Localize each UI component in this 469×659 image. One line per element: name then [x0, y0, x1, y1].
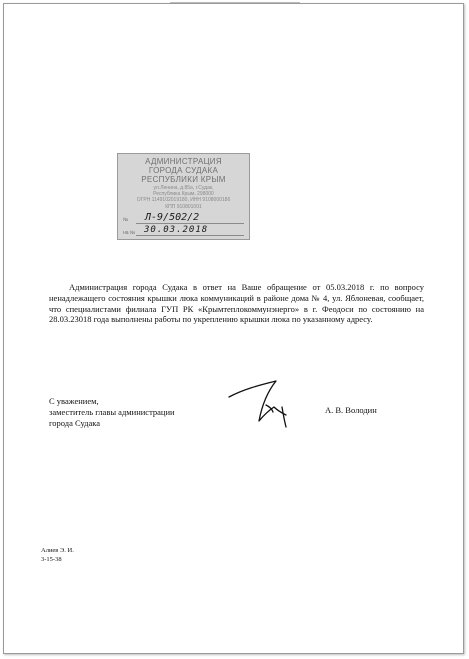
letter-closing [49, 396, 175, 429]
stamp-reg-number: Л-9/502/2 [145, 212, 200, 223]
stamp-date-label: на № [123, 230, 136, 236]
stamp-address: ул.Ленина, д.85а, г.Судак, [153, 185, 214, 191]
executor-phone: 3-15-38 [41, 556, 62, 563]
signer-name: А. В. Володин [325, 405, 377, 415]
stamp-line-2: ГОРОДА СУДАКА [148, 166, 219, 175]
closing-organization: города Судака [49, 418, 101, 428]
registration-stamp [117, 153, 250, 240]
stamp-reg-field [136, 223, 244, 224]
closing-greeting: С уважением, [49, 396, 99, 406]
scan-mark [170, 2, 300, 3]
stamp-date-field [136, 235, 244, 236]
stamp-reg-label: № [123, 217, 129, 223]
executor-name: Алиев Э. И. [41, 547, 74, 554]
letter-body: Администрация города Судака в ответ на Ваше обращение от 05.03.2018 г. по вопросу ненадлежащего состояния крышки люка коммуникаций в районе дома № 4, ул. Яблоневая, сообщает, что специалистами филиала ГУП РК «Крымтеплокоммунэнерго» в г. Феодоси по состоянию на 28.03.23018 года выполнены работы по укреплению крышки люка по указанному адресу. [49, 282, 424, 325]
executor-info [41, 546, 74, 564]
stamp-kpp: КПП 910801001 [165, 204, 202, 210]
stamp-reg-date: 30.03.2018 [144, 225, 209, 235]
handwritten-signature [226, 377, 296, 437]
stamp-ogrn: ОГРН 1149102019180, ИНН 9108000186 [136, 197, 231, 203]
closing-position: заместитель главы администрации [49, 407, 175, 417]
stamp-region: Республика Крым, 298000 [153, 191, 214, 197]
stamp-line-3: РЕСПУБЛИКИ КРЫМ [141, 175, 226, 184]
stamp-line-1: АДМИНИСТРАЦИЯ [145, 157, 222, 166]
